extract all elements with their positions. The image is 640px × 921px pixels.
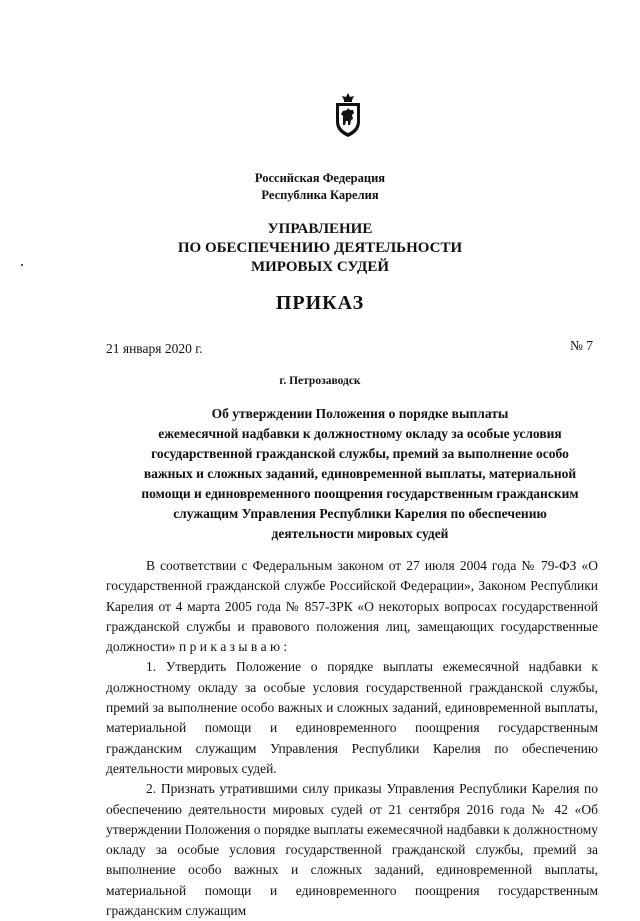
order-date: 21 января 2020 г.	[106, 341, 203, 356]
order-number: № 7	[570, 338, 594, 353]
title-line: Об утверждении Положения о порядке выплаты	[211, 406, 509, 421]
title-line: служащим Управления Республики Карелия по обеспечению	[173, 506, 547, 521]
karelia-coat-of-arms-icon	[333, 92, 363, 138]
department-line-2: ПО ОБЕСПЕЧЕНИЮ ДЕЯТЕЛЬНОСТИ	[177, 240, 463, 256]
city: г. Петрозаводск	[279, 375, 361, 387]
title-line: помощи и единовременного поощрения государственным гражданским	[141, 486, 579, 501]
department-line-1: УПРАВЛЕНИЕ	[267, 221, 373, 237]
department-line-3: МИРОВЫХ СУДЕЙ	[250, 259, 389, 275]
clause-2-paragraph: 2. Признать утратившими силу приказы Управления Республики Карелия по обеспечению деятельности мировых судей от 21 сентября 2016 года № 42 «Об утверждении Положения о порядке выплаты ежемесячной надбавки к должностному окладу за особые условия государственной гражданской службы, премий за выполнение особо важных и сложных заданий, единовременной выплаты, материальной помощи и единовременного поощрения государственным гражданским служащим	[106, 781, 598, 919]
order-body	[106, 556, 598, 921]
title-line: государственной гражданской службы, премий за выполнение особо	[151, 446, 569, 461]
republic-name: Республика Карелия	[261, 188, 379, 202]
order-title	[100, 404, 620, 544]
preamble-paragraph: В соответствии с Федеральным законом от 27 июля 2004 года № 79-ФЗ «О государственной гражданской службе Российской Федерации», Законом Республики Карелия от 4 марта 2005 года № 857-ЗРК «О некоторых вопросах государственной гражданской службы и правового положения лиц, замещающих государственные должности» п р и к а з ы в а ю :	[106, 558, 598, 655]
scan-speck	[21, 264, 23, 266]
title-line: важных и сложных заданий, единовременной выплаты, материальной	[143, 466, 577, 481]
document-type: ПРИКАЗ	[275, 292, 365, 314]
title-line: деятельности мировых судей	[271, 526, 449, 541]
title-line: ежемесячной надбавки к должностному окладу за особые условия	[158, 426, 562, 441]
clause-1-paragraph: 1. Утвердить Положение о порядке выплаты ежемесячной надбавки к должностному окладу за особые условия государственной гражданской службы, премий за выполнение особо важных и сложных заданий, единовременной выплаты, материальной помощи и единовременного поощрения государственным гражданским служащим Управления Республики Карелия по обеспечению деятельности мировых судей.	[106, 659, 598, 776]
country-name: Российская Федерация	[254, 171, 386, 185]
